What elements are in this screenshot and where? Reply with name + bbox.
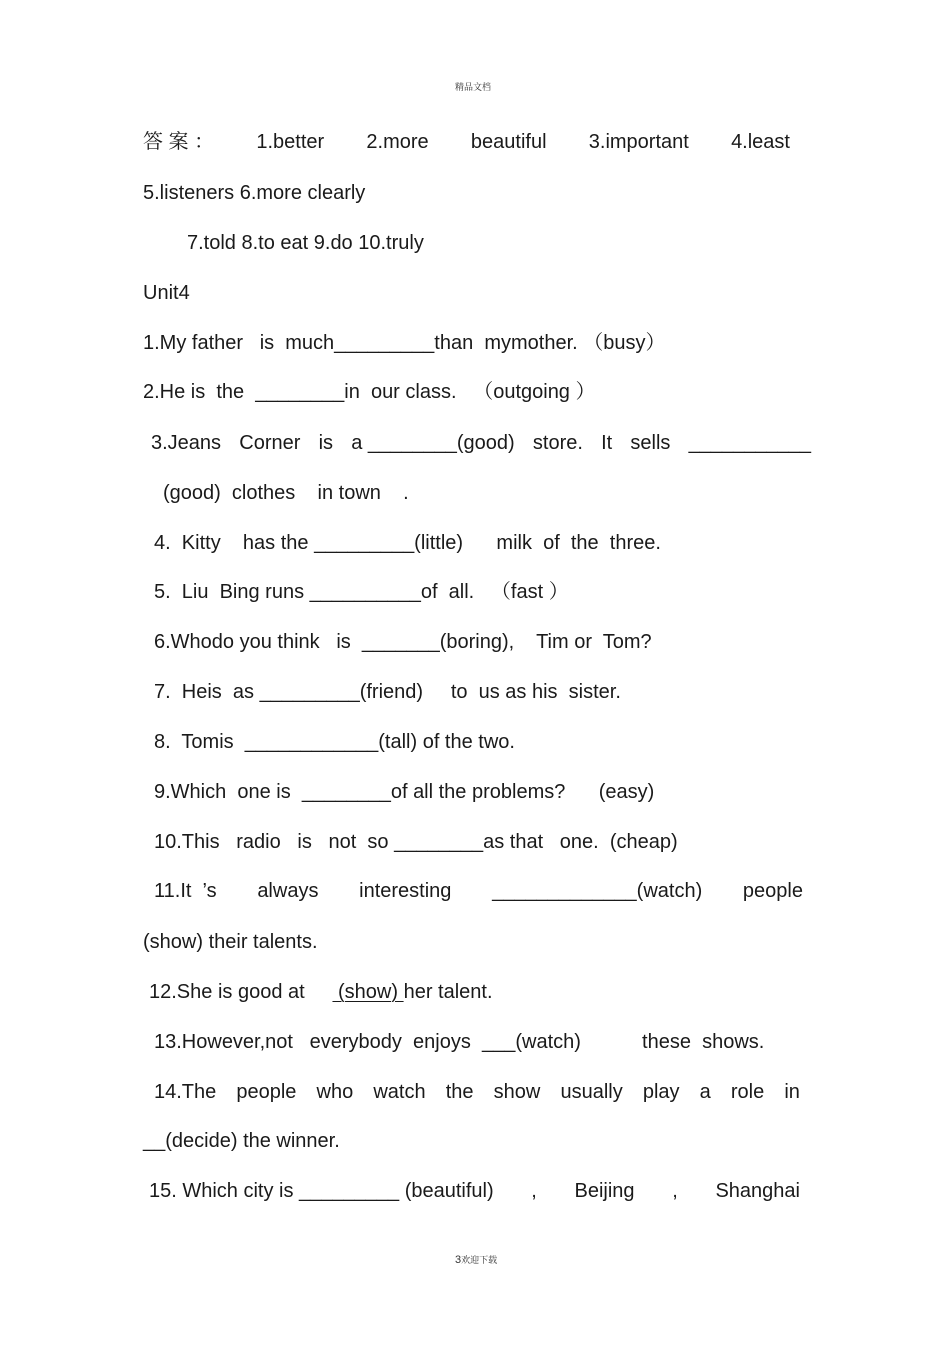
q14-answer: __(dec	[143, 1130, 205, 1152]
q13-prefix: 13.However,not everybody enjoys	[154, 1031, 482, 1053]
question-12	[149, 980, 493, 1004]
answer-item: 4.least	[731, 131, 790, 153]
q3-word: is	[318, 432, 334, 454]
q14-suffix: ide) the winner.	[204, 1130, 340, 1152]
page-footer	[455, 1254, 497, 1266]
q15-comma: ,	[672, 1180, 678, 1202]
answer-item: 3.important	[588, 131, 689, 153]
q15-comma: ,	[531, 1180, 537, 1202]
answer-item: 2.more	[366, 131, 429, 153]
question-9: 9.Which one is ________of all the problems? (easy)	[154, 781, 655, 803]
q3-word: a ________(good)	[351, 432, 515, 454]
q11-word: interesting	[359, 880, 452, 902]
q15-word: Shanghai	[715, 1180, 800, 1202]
q14-word: play	[642, 1081, 680, 1103]
question-3-line-1	[151, 431, 811, 455]
q14-word: a	[699, 1081, 711, 1103]
answer-line-3: 7.told 8.to eat 9.do 10.truly	[187, 232, 424, 254]
answer-item: 1.better	[256, 131, 325, 153]
q13-suffix: these shows.	[580, 1031, 765, 1053]
question-15	[149, 1179, 800, 1203]
question-8: 8. Tomis ____________(tall) of the two.	[154, 731, 515, 753]
answer-line-1	[143, 130, 790, 154]
question-7: 7. Heis as _________(friend) to us as his sister.	[154, 681, 621, 703]
q12-suffix: her talent.	[403, 981, 493, 1003]
question-3-line-2: (good) clothes in town .	[163, 482, 409, 504]
question-2: 2.He is the ________in our class. （outgoing ）	[143, 381, 596, 403]
q11-word: 11.It ’s	[154, 880, 217, 902]
question-13	[154, 1030, 764, 1054]
footer-text: 欢迎下载	[461, 1255, 498, 1265]
q14-word: usually	[560, 1081, 623, 1103]
q11-word: people	[742, 880, 803, 902]
answer-label: 答 案 ：	[143, 131, 215, 153]
question-14-line-2	[143, 1129, 340, 1153]
question-5: 5. Liu Bing runs __________of all. （fast ）	[154, 581, 569, 603]
q3-blank: ___________	[688, 432, 811, 454]
q12-answer: (show)	[332, 981, 404, 1003]
q3-word: sells	[630, 432, 671, 454]
q3-word: store.	[532, 432, 583, 454]
q14-word: 14.The	[154, 1081, 217, 1103]
q13-answer: ___(watch)	[481, 1031, 581, 1053]
question-4: 4. Kitty has the _________(little) milk of the three.	[154, 532, 661, 554]
q14-word: in	[784, 1081, 800, 1103]
q15-text: 15. Which city is _________ (beautiful)	[149, 1180, 494, 1202]
question-6: 6.Whodo you think is _______(boring), Tim or Tom?	[154, 631, 652, 653]
q14-word: who	[316, 1081, 354, 1103]
q15-word: Beijing	[574, 1180, 635, 1202]
answer-item: beautiful	[470, 131, 547, 153]
page-number: 3	[455, 1254, 462, 1266]
q14-word: watch	[373, 1081, 426, 1103]
answer-line-2: 5.listeners 6.more clearly	[143, 182, 366, 204]
question-11-line-1	[154, 879, 803, 903]
question-10: 10.This radio is not so ________as that one. (cheap)	[154, 831, 678, 853]
question-1: 1.My father is much_________than mymother. （busy）	[143, 332, 666, 354]
question-11-line-2: (show) their talents.	[143, 931, 318, 953]
q14-word: people	[236, 1081, 297, 1103]
q14-word: the	[445, 1081, 474, 1103]
q11-word: always	[257, 880, 319, 902]
q3-word: It	[601, 432, 613, 454]
q14-word: show	[493, 1081, 541, 1103]
q12-prefix: 12.She is good at	[149, 981, 333, 1003]
q11-blank: _____________(watch)	[492, 880, 703, 902]
q3-word: 3.Jeans	[151, 432, 222, 454]
page-header: 精品文档	[455, 82, 492, 92]
q3-word: Corner	[239, 432, 301, 454]
q14-word: role	[730, 1081, 765, 1103]
question-14-line-1	[154, 1080, 800, 1104]
unit-title: Unit4	[143, 282, 190, 304]
